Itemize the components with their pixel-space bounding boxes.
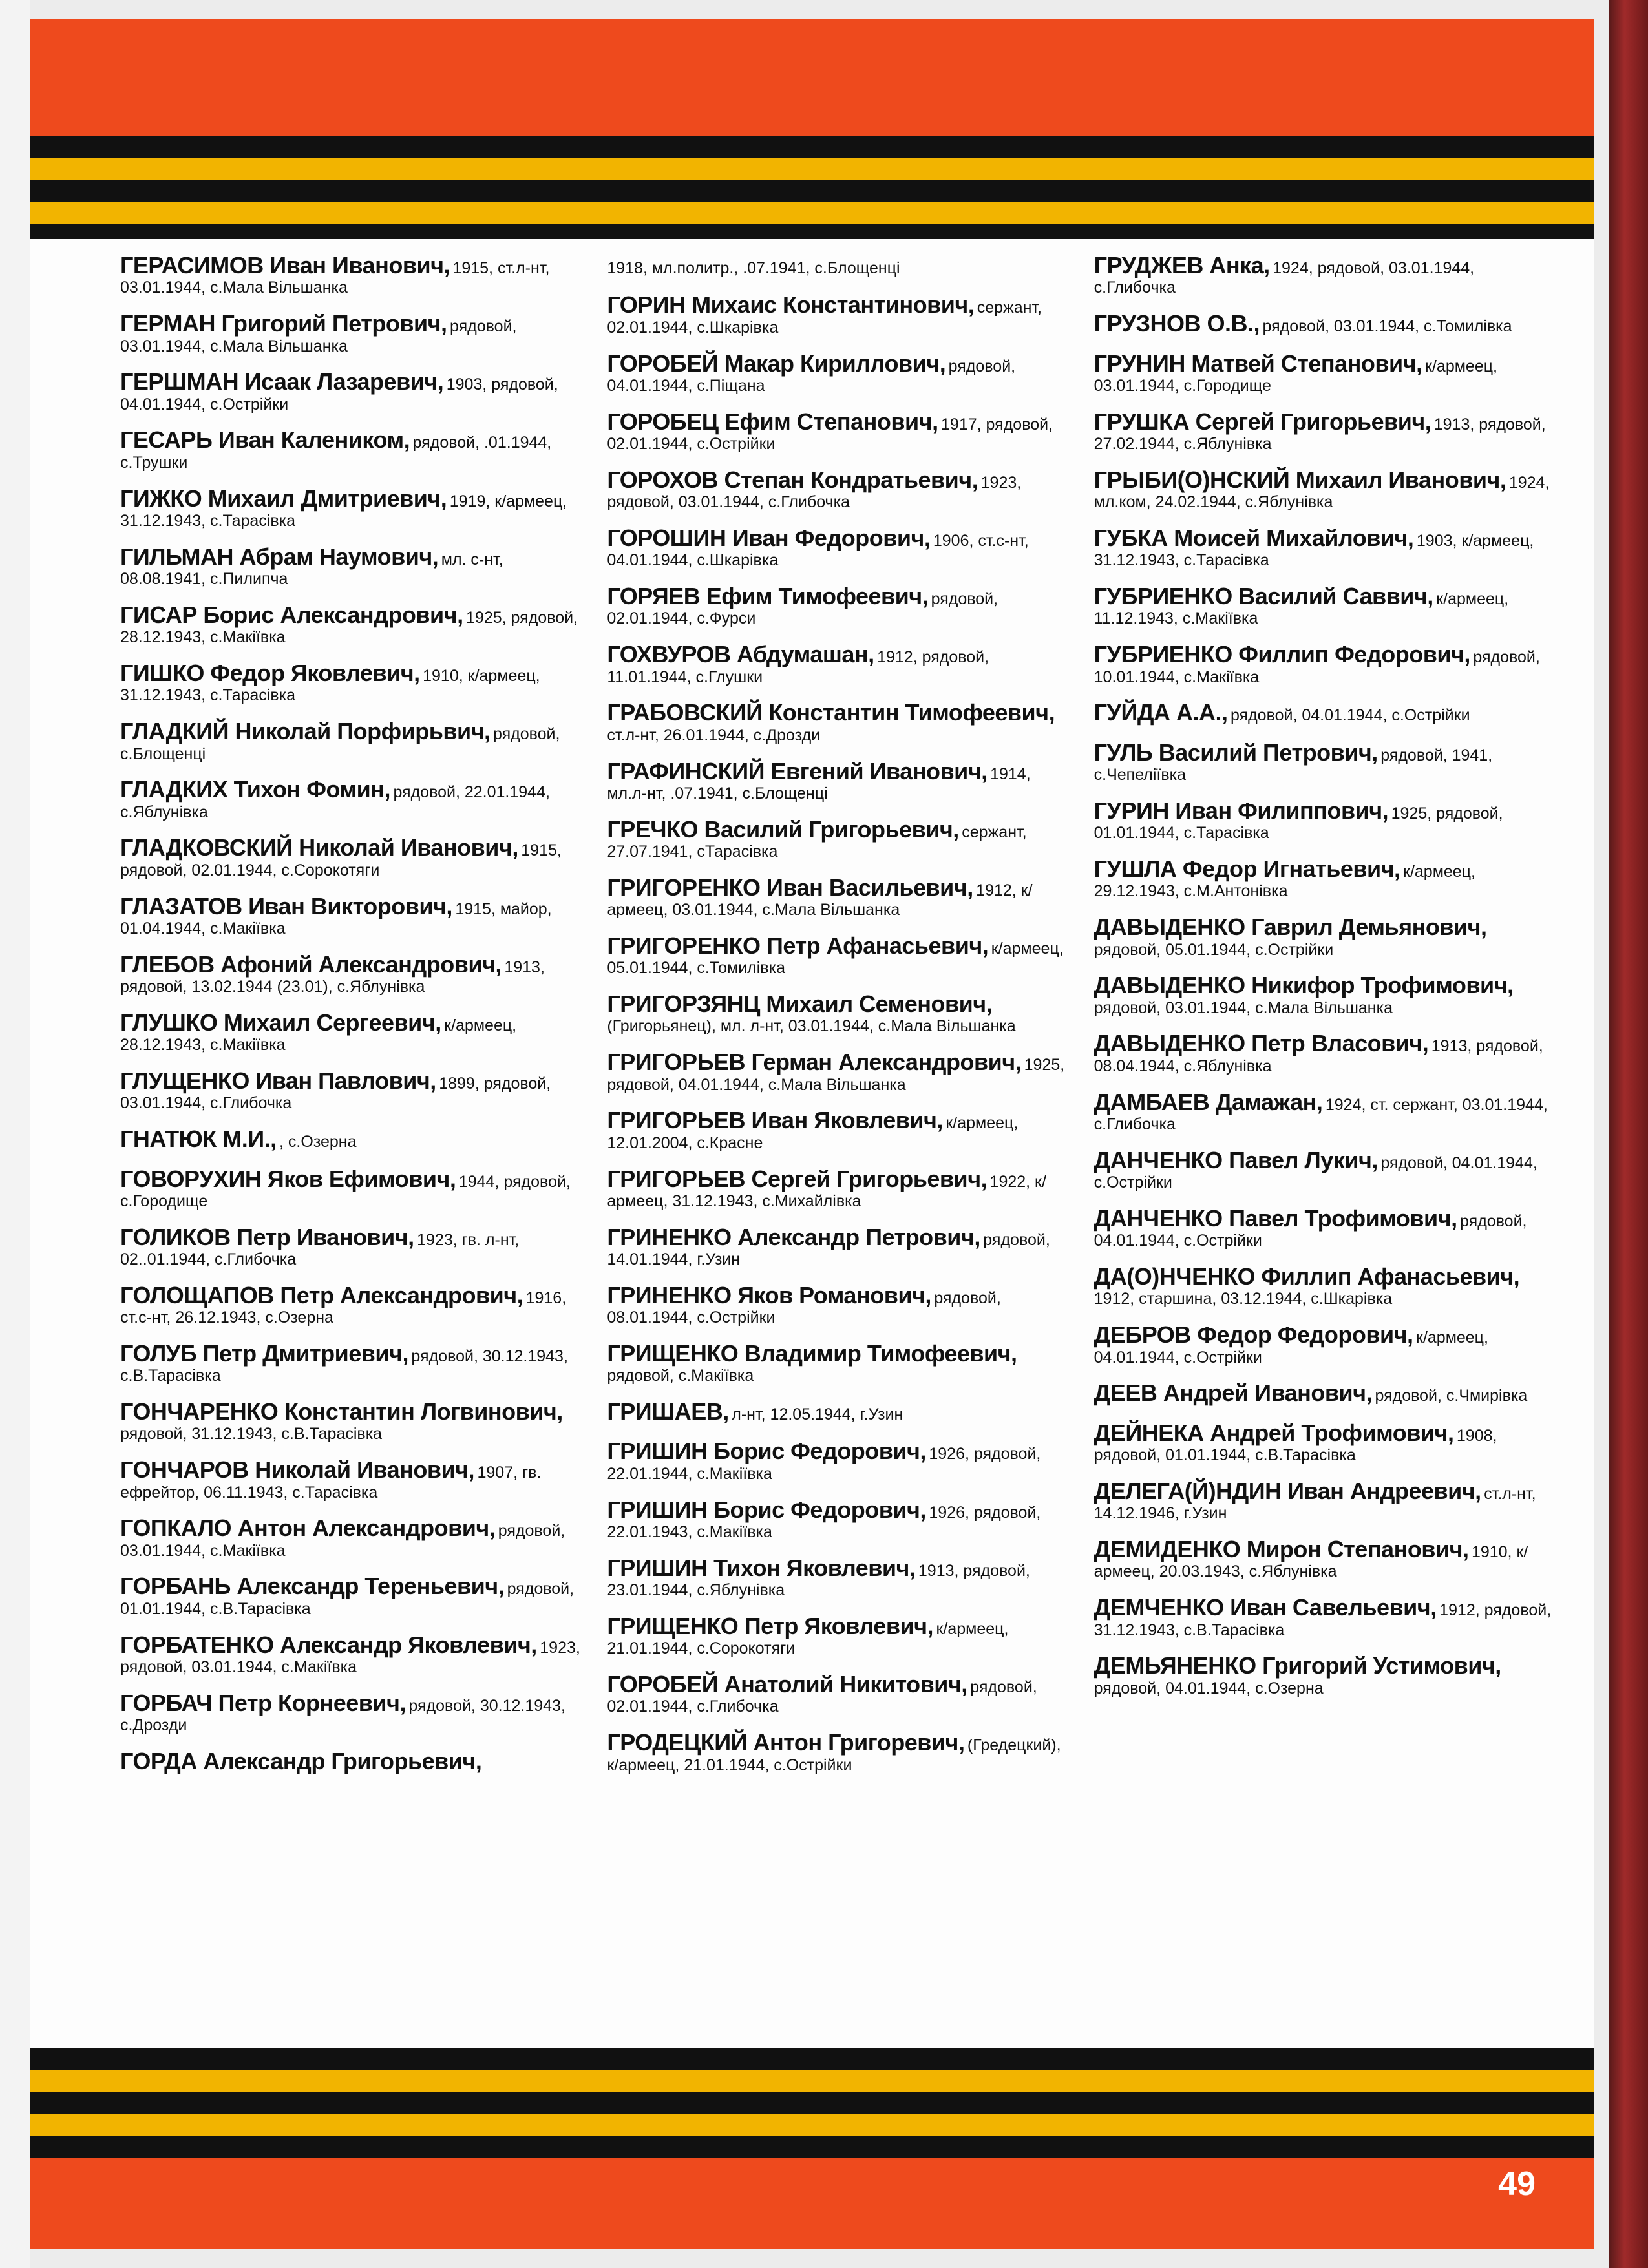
person-name: ДЕМЬЯНЕНКО Григорий Устимович, [1093, 1652, 1501, 1679]
person-details: 1919, к/армеец, 31.12.1943, с.Тарасівка [120, 492, 567, 530]
person-details: 1944, рядовой, с.Городище [120, 1172, 571, 1210]
person-details: 1915, ст.л-нт, 03.01.1944, с.Мала Вільшанка [120, 259, 550, 297]
person-details: 1922, к/армеец, 31.12.1943, с.Михайлівка [607, 1172, 1046, 1210]
list-item [1094, 1263, 1555, 1308]
list-item [607, 1340, 1068, 1385]
list-item [607, 1555, 1068, 1600]
person-name: ГРИНЕНКО Яков Романович, [607, 1281, 931, 1308]
person-name: ГОНЧАРЕНКО Константин Логвинович, [120, 1398, 563, 1425]
person-details: 1913, рядовой, 23.01.1944, с.Яблунівка [607, 1561, 1030, 1600]
list-item [1094, 797, 1555, 843]
person-name: ГРИЩЕНКО Владимир Тимофеевич, [607, 1339, 1017, 1367]
list-item [607, 252, 1068, 278]
person-details: рядовой, 10.01.1944, с.Макіївка [1093, 648, 1540, 686]
list-item [607, 1496, 1068, 1542]
person-details: 1915, майор, 01.04.1944, с.Макіївка [120, 899, 552, 938]
list-item [607, 1166, 1068, 1211]
person-name: ГОНЧАРОВ Николай Иванович, [120, 1456, 475, 1484]
person-name: ГУЙДА А.А., [1093, 699, 1228, 726]
person-details: сержант, 02.01.1944, с.Шкарівка [607, 299, 1042, 337]
person-name: ДЕЙНЕКА Андрей Трофимович, [1093, 1419, 1454, 1446]
list-item [120, 426, 581, 472]
person-name: ГЛЕБОВ Афоний Александрович, [120, 950, 502, 978]
person-details: 1914, мл.л-нт, .07.1941, с.Блощенці [607, 764, 1031, 803]
person-name: ДАВЫДЕНКО Гаврил Демьянович, [1093, 914, 1487, 941]
person-name: ГЛАДКОВСКИЙ Николай Иванович, [120, 834, 518, 861]
person-name: ГИШКО Федор Яковлевич, [120, 659, 420, 686]
list-item [1094, 1205, 1555, 1250]
person-name: ГОРБАТЕНКО Александр Яковлевич, [120, 1631, 537, 1658]
person-name: ГИЛЬМАН Абрам Наумович, [120, 543, 439, 570]
list-item [120, 1573, 581, 1618]
person-name: ГОХВУРОВ Абдумашан, [607, 641, 874, 668]
person-details: 1903, рядовой, 04.01.1944, с.Острійки [120, 375, 558, 414]
person-details: рядовой, 04.01.1944, с.Острійки [1093, 1153, 1537, 1192]
person-details: 1912, рядовой, 31.12.1943, с.В.Тарасівка [1093, 1601, 1552, 1639]
person-details: рядовой, с.Блощенці [120, 725, 560, 763]
list-item [607, 991, 1068, 1036]
bottom-ribbon [30, 2048, 1594, 2158]
person-details: рядовой, 05.01.1944, с.Острійки [1093, 940, 1334, 959]
list-item [120, 1398, 581, 1444]
person-name: ГРОДЕЦКИЙ Антон Григоревич, [607, 1729, 965, 1756]
person-name: ГОЛОЩАПОВ Петр Александрович, [120, 1281, 523, 1308]
person-details: сержант, 27.07.1941, сТарасівка [607, 823, 1027, 861]
person-name: ДА(О)НЧЕНКО Филлип Афанасьевич, [1093, 1263, 1520, 1290]
person-details: (Григорьянец), мл. л-нт, 03.01.1944, с.Мала Вільшанка [607, 1017, 1016, 1036]
list-item [120, 1340, 581, 1385]
person-details: 1924, ст. сержант, 03.01.1944, с.Глибочка [1093, 1095, 1548, 1133]
person-name: ГОРБАНЬ Александр Тереньевич, [120, 1573, 505, 1600]
list-item [120, 834, 581, 879]
person-details: ст.л-нт, 14.12.1946, г.Узин [1093, 1484, 1536, 1523]
list-item [1094, 1652, 1555, 1697]
person-name: ГРИГОРЬЕВ Сергей Григорьевич, [607, 1165, 988, 1192]
person-details: рядовой, .01.1944, с.Трушки [120, 434, 552, 472]
person-details: 1916, ст.с-нт, 26.12.1943, с.Озерна [120, 1288, 567, 1327]
person-name: ГОРБАЧ Петр Корнеевич, [120, 1689, 406, 1716]
person-name: ГОРИН Михаис Константинович, [607, 291, 975, 319]
person-name: ГЛАДКИЙ Николай Порфирьвич, [120, 718, 491, 745]
list-item [1094, 1536, 1555, 1581]
list-item [1094, 350, 1555, 395]
person-name: ГРИГОРЕНКО Петр Афанасьевич, [607, 932, 989, 959]
list-item [607, 1224, 1068, 1269]
list-item [120, 1166, 581, 1211]
list-item [120, 893, 581, 938]
person-name: ГОРОБЕЙ Макар Кириллович, [607, 350, 946, 377]
person-name: ГРИШИН Тихон Яковлевич, [607, 1554, 916, 1581]
list-item [607, 699, 1068, 744]
list-item [120, 543, 581, 589]
person-details: 1925, рядовой, 28.12.1943, с.Макіївка [120, 608, 578, 647]
person-details: рядовой, 03.01.1944, с.Макіївка [120, 1522, 565, 1560]
list-item [120, 1690, 581, 1735]
person-name: ГЛУШКО Михаил Сергеевич, [120, 1009, 441, 1036]
person-details: к/армеец, 04.01.1944, с.Острійки [1093, 1328, 1488, 1367]
top-red-band [30, 19, 1594, 136]
list-item [120, 1126, 581, 1152]
person-name: ГУБРИЕНКО Филлип Федорович, [1093, 641, 1470, 668]
list-item [1094, 1420, 1555, 1465]
person-details: рядовой, 31.12.1943, с.В.Тарасівка [120, 1425, 383, 1444]
list-item [120, 951, 581, 996]
person-details: (Гредецкий), к/армеец, 21.01.1944, с.Острійки [607, 1736, 1061, 1774]
person-details: 1912, рядовой, 11.01.1944, с.Глушки [607, 648, 989, 686]
person-name: ГИСАР Борис Александрович, [120, 601, 463, 628]
person-details: 1923, рядовой, 03.01.1944, с.Глибочка [607, 473, 1022, 512]
list-item [120, 252, 581, 297]
person-details: 1923, рядовой, 03.01.1944, с.Макіївка [120, 1638, 580, 1677]
person-details: 1912, к/армеец, 03.01.1944, с.Мала Вільшанка [607, 881, 1033, 919]
list-item [120, 1515, 581, 1560]
person-name: ГУЛЬ Василий Петрович, [1093, 739, 1378, 766]
top-ribbon [30, 136, 1594, 246]
person-name: ДЕЛЕГА(Й)НДИН Иван Андреевич, [1093, 1477, 1481, 1504]
person-details: 1926, рядовой, 22.01.1944, с.Макіївка [607, 1445, 1041, 1483]
person-name: ГРЫБИ(О)НСКИЙ Михаил Иванович, [1093, 466, 1506, 493]
page-number: 49 [1498, 2165, 1536, 2203]
list-item [607, 525, 1068, 570]
person-name: ДАВЫДЕНКО Петр Власович, [1093, 1030, 1429, 1057]
person-details: 1918, мл.политр., .07.1941, с.Блощенці [607, 259, 900, 277]
person-name: ГЛУЩЕНКО Иван Павлович, [120, 1067, 436, 1094]
person-name: ГРИЩЕНКО Петр Яковлевич, [607, 1612, 933, 1639]
list-item [607, 1729, 1068, 1774]
list-item [1094, 467, 1555, 512]
person-details: рядовой, 04.01.1944, с.Острійки [1093, 1212, 1527, 1250]
person-name: ГРУШКА Сергей Григорьевич, [1093, 408, 1431, 435]
list-item [607, 1613, 1068, 1658]
name-columns [120, 252, 1555, 2035]
list-item [1094, 856, 1555, 901]
person-name: ГРУДЖЕВ Анка, [1093, 252, 1270, 278]
list-item [607, 350, 1068, 395]
person-name: ДЕЕВ Андрей Иванович, [1093, 1380, 1373, 1407]
person-name: ГЛАДКИХ Тихон Фомин, [120, 776, 390, 803]
person-name: ГЕРШМАН Исаак Лазаревич, [120, 368, 444, 395]
person-details: рядовой, 30.12.1943, с.Дрозди [120, 1696, 565, 1735]
person-details: к/армеец, 21.01.1944, с.Сорокотяги [607, 1619, 1009, 1658]
person-details: л-нт, 12.05.1944, г.Узин [732, 1405, 903, 1424]
person-details: 1910, к/армеец, 20.03.1943, с.Яблунівка [1093, 1542, 1528, 1581]
list-item [607, 1438, 1068, 1483]
person-details: рядовой, 03.01.1944, с.Томилівка [1262, 317, 1512, 336]
person-details: рядовой, 03.01.1944, с.Мала Вільшанка [120, 317, 517, 355]
list-item [1094, 1030, 1555, 1075]
person-details: 1913, рядовой, 13.02.1944 (23.01), с.Яблунівка [120, 958, 545, 996]
list-item [607, 1282, 1068, 1327]
person-details: рядовой, 22.01.1944, с.Яблунівка [120, 783, 550, 821]
list-item [1094, 1089, 1555, 1134]
person-name: ГРИГОРЬЕВ Иван Яковлевич, [607, 1107, 943, 1134]
list-item [120, 1456, 581, 1502]
person-details: рядовой, 01.01.1944, с.В.Тарасівка [120, 1580, 575, 1618]
person-name: ГРИШИН Борис Федорович, [607, 1438, 926, 1465]
book-edge [1609, 0, 1648, 2268]
person-details: 1917, рядовой, 02.01.1944, с.Острійки [607, 415, 1053, 454]
person-name: ГРИГОРЗЯНЦ Михаил Семенович, [607, 991, 993, 1018]
person-name: ГРЕЧКО Василий Григорьевич, [607, 815, 959, 843]
person-name: ДАМБАЕВ Дамажан, [1093, 1088, 1323, 1115]
person-details: к/армеец, 29.12.1943, с.М.Антонівка [1093, 863, 1475, 901]
person-details: 1913, рядовой, 27.02.1944, с.Яблунівка [1093, 415, 1546, 454]
list-item [120, 776, 581, 821]
person-name: ГРАБОВСКИЙ Константин Тимофеевич, [607, 699, 1055, 726]
list-item [607, 467, 1068, 512]
list-item [607, 932, 1068, 978]
list-item [120, 602, 581, 647]
person-details: 1903, к/армеец, 31.12.1943, с.Тарасівка [1093, 531, 1534, 570]
person-name: ГРИГОРЕНКО Иван Васильевич, [607, 874, 973, 901]
person-details: к/армеец, 12.01.2004, с.Красне [607, 1114, 1019, 1152]
person-name: ГРИНЕНКО Александр Петрович, [607, 1223, 980, 1250]
person-name: ГОРОБЕЦ Ефим Степанович, [607, 408, 938, 435]
list-item [607, 1049, 1068, 1094]
list-item [1094, 914, 1555, 959]
person-name: ГОПКАЛО Антон Александрович, [120, 1515, 496, 1542]
list-item [120, 368, 581, 414]
list-item [120, 1009, 581, 1055]
list-item [120, 1067, 581, 1113]
list-item [1094, 739, 1555, 784]
list-item [1094, 972, 1555, 1017]
person-details: рядовой, 04.01.1944, с.Піщана [607, 357, 1016, 395]
list-item [607, 758, 1068, 803]
person-details: 1925, рядовой, 01.01.1944, с.Тарасівка [1093, 804, 1503, 843]
list-item [607, 291, 1068, 337]
list-item [1094, 641, 1555, 686]
person-name: ГРИШИН Борис Федорович, [607, 1496, 926, 1523]
page [30, 19, 1594, 2249]
person-name: ГУБКА Моисей Михайлович, [1093, 524, 1414, 551]
person-name: ДЕМИДЕНКО Мирон Степанович, [1093, 1535, 1469, 1562]
person-name: ГРИШАЕВ, [607, 1398, 729, 1425]
person-name: ГРУНИН Матвей Степанович, [1093, 350, 1422, 377]
list-item [607, 641, 1068, 686]
list-item [120, 1224, 581, 1269]
person-details: рядовой, 04.01.1944, с.Озерна [1093, 1679, 1324, 1697]
person-details: рядовой, с.Макіївка [607, 1367, 754, 1385]
list-item [607, 1107, 1068, 1152]
person-name: ГЕРАСИМОВ Иван Иванович, [120, 252, 450, 278]
person-details: рядовой, 02.01.1944, с.Глибочка [607, 1678, 1037, 1716]
person-name: ГРУЗНОВ О.В., [1093, 310, 1260, 337]
person-details: мл. с-нт, 08.08.1941, с.Пилипча [120, 550, 503, 589]
list-item [1094, 252, 1555, 297]
list-item [607, 1398, 1068, 1425]
person-name: ГОЛИКОВ Петр Иванович, [120, 1223, 414, 1250]
person-details: рядовой, 02.01.1944, с.Фурси [607, 590, 998, 628]
person-name: ГИЖКО Михаил Дмитриевич, [120, 485, 447, 512]
list-item [1094, 1478, 1555, 1523]
list-item [607, 816, 1068, 861]
person-name: ГЕСАРЬ Иван Калеником, [120, 426, 410, 454]
person-details: рядовой, 04.01.1944, с.Острійки [1230, 706, 1470, 725]
person-details: 1899, рядовой, 03.01.1944, с.Глибочка [120, 1074, 551, 1113]
person-details: рядовой, 1941, с.Чепеліївка [1093, 746, 1493, 784]
person-name: ДАНЧЕНКО Павел Лукич, [1093, 1146, 1378, 1173]
list-item [120, 660, 581, 705]
person-name: ГОРОБЕЙ Анатолий Никитович, [607, 1671, 967, 1698]
person-name: ГРИГОРЬЕВ Герман Александрович, [607, 1049, 1022, 1076]
person-details: 1913, рядовой, 08.04.1944, с.Яблунівка [1093, 1037, 1543, 1075]
person-details: 1923, гв. л-нт, 02..01.1944, с.Глибочка [120, 1230, 520, 1269]
person-details: рядовой, 30.12.1943, с.В.Тарасівка [120, 1347, 568, 1385]
list-item [607, 583, 1068, 628]
person-details: 1907, гв. ефрейтор, 06.11.1943, с.Тарасівка [120, 1464, 542, 1502]
list-item [120, 310, 581, 355]
list-item [1094, 1594, 1555, 1639]
person-name: ГЛАЗАТОВ Иван Викторович, [120, 892, 452, 919]
bottom-red-band [30, 2158, 1594, 2249]
person-name: ГУБРИЕНКО Василий Саввич, [1093, 583, 1433, 610]
person-name: ГУШЛА Федор Игнатьевич, [1093, 856, 1400, 883]
person-details: ст.л-нт, 26.01.1944, с.Дрозди [607, 726, 821, 744]
person-details: 1910, к/армеец, 31.12.1943, с.Тарасівка [120, 666, 540, 705]
list-item [1094, 583, 1555, 628]
person-name: ГНАТЮК М.И., [120, 1126, 277, 1153]
person-details: , с.Озерна [279, 1133, 357, 1151]
list-item [1094, 1321, 1555, 1367]
person-name: ГОВОРУХИН Яков Ефимович, [120, 1165, 456, 1192]
person-details: рядовой, 08.01.1944, с.Острійки [607, 1288, 1001, 1327]
person-name: ДЕМЧЕНКО Иван Савельевич, [1093, 1594, 1437, 1621]
person-details: 1915, рядовой, 02.01.1944, с.Сорокотяги [120, 841, 562, 879]
person-details: 1924, рядовой, 03.01.1944, с.Глибочка [1093, 259, 1475, 297]
person-details: к/армеец, 03.01.1944, с.Городище [1093, 357, 1497, 395]
person-details: к/армеец, 11.12.1943, с.Макіївка [1093, 590, 1509, 628]
list-item [1094, 699, 1555, 726]
person-name: ДАВЫДЕНКО Никифор Трофимович, [1093, 972, 1514, 999]
person-details: 1925, рядовой, 04.01.1944, с.Мала Вільшанка [607, 1056, 1065, 1094]
person-name: ДАНЧЕНКО Павел Трофимович, [1093, 1204, 1457, 1232]
person-details: 1906, ст.с-нт, 04.01.1944, с.Шкарівка [607, 531, 1029, 570]
list-item [120, 1282, 581, 1327]
person-details: 1926, рядовой, 22.01.1943, с.Макіївка [607, 1503, 1041, 1541]
person-name: ДЕБРОВ Федор Федорович, [1093, 1321, 1413, 1349]
list-item [120, 485, 581, 530]
person-name: ГЕРМАН Григорий Петрович, [120, 310, 447, 337]
list-item [120, 1632, 581, 1677]
list-item [607, 408, 1068, 454]
column-1 [120, 252, 581, 2035]
person-details: рядовой, с.Чмирівка [1375, 1387, 1528, 1405]
list-item [607, 874, 1068, 919]
person-name: ГОРЯЕВ Ефим Тимофеевич, [607, 583, 929, 610]
list-item [120, 718, 581, 763]
list-item [1094, 310, 1555, 337]
list-item [1094, 1147, 1555, 1192]
left-page-edge [0, 0, 30, 2268]
person-details: 1924, мл.ком, 24.02.1944, с.Яблунівка [1093, 473, 1550, 512]
person-name: ГОРДА Александр Григорьевич, [120, 1747, 482, 1774]
list-item [1094, 525, 1555, 570]
person-details: рядовой, 03.01.1944, с.Мала Вільшанка [1093, 998, 1393, 1017]
person-details: 1912, старшина, 03.12.1944, с.Шкарівка [1093, 1290, 1393, 1308]
list-item [1094, 408, 1555, 454]
person-name: ГРАФИНСКИЙ Евгений Иванович, [607, 757, 988, 784]
column-3 [1094, 252, 1555, 2035]
person-name: ГУРИН Иван Филиппович, [1093, 797, 1389, 824]
list-item [120, 1748, 581, 1774]
person-details: к/армеец, 28.12.1943, с.Макіївка [120, 1016, 517, 1055]
person-details: рядовой, 14.01.1944, г.Узин [607, 1230, 1050, 1269]
list-item [1094, 1380, 1555, 1406]
person-details: к/армеец, 05.01.1944, с.Томилівка [607, 939, 1064, 978]
list-item [607, 1671, 1068, 1716]
person-name: ГОЛУБ Петр Дмитриевич, [120, 1339, 408, 1367]
person-name: ГОРОШИН Иван Федорович, [607, 524, 931, 551]
column-2 [607, 252, 1068, 2035]
person-name: ГОРОХОВ Степан Кондратьевич, [607, 466, 978, 493]
person-details: 1908, рядовой, 01.01.1944, с.В.Тарасівка [1093, 1426, 1497, 1465]
